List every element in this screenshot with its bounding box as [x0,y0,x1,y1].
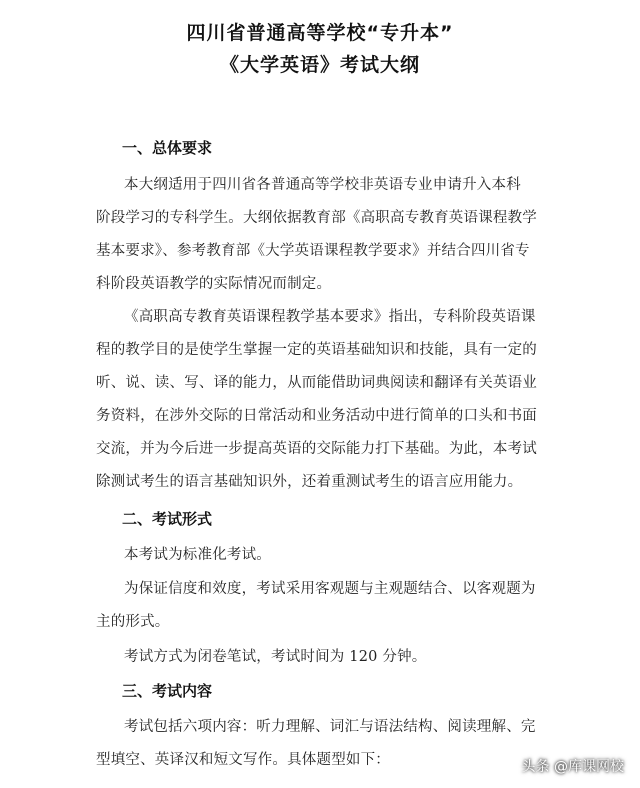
s3-p1-line-2: 型填空、英译汉和短文写作。具体题型如下： [96,752,390,768]
s1-p2-line-6: 除测试考生的语言基础知识外，还着重测试考生的语言应用能力。 [96,474,523,490]
s2-p3-line-1: 考试方式为闭卷笔试，考试时间为 120 分钟。 [124,649,427,665]
s1-p1-line-1: 本大纲适用于四川省各普通高等学校非英语专业申请升入本科 [124,177,521,193]
section-3-heading: 三、考试内容 [122,682,213,700]
s1-p2-line-5: 交流，并为今后进一步提高英语的交际能力打下基础。为此，本考试 [96,441,537,457]
s2-p1-line-1: 本考试为标准化考试。 [124,547,271,563]
s1-p2-line-3: 听、说、读、写、译的能力，从而能借助词典阅读和翻译有关英语业 [96,375,537,391]
section-2-heading: 二、考试形式 [122,510,213,528]
s1-p1-line-4: 科阶段英语教学的实际情况而制定。 [96,276,332,292]
source-watermark: 头条 @库课网校 [521,759,624,775]
s1-p1-line-3: 基本要求》、参考教育部《大学英语课程教学要求》并结合四川省专 [96,243,530,259]
s1-p2-line-2: 程的教学目的是使学生掌握一定的英语基础知识和技能，具有一定的 [96,342,537,358]
section-1-heading: 一、总体要求 [122,139,213,157]
s2-p2-line-2: 主的形式。 [96,614,170,630]
s1-p2-line-4: 务资料，在涉外交际的日常活动和业务活动中进行简单的口头和书面 [96,408,537,424]
document-title-line-1: 四川省普通高等学校“专升本” [186,22,454,44]
s1-p1-line-2: 阶段学习的专科学生。大纲依据教育部《高职高专教育英语课程教学 [96,210,537,226]
document-title-line-2: 《大学英语》考试大纲 [219,54,420,76]
s3-p1-line-1: 考试包括六项内容：听力理解、词汇与语法结构、阅读理解、完 [124,719,536,735]
s2-p2-line-1: 为保证信度和效度，考试采用客观题与主观题结合、以客观题为 [124,581,536,597]
s1-p2-line-1: 《高职高专教育英语课程教学基本要求》指出，专科阶段英语课 [124,309,536,325]
